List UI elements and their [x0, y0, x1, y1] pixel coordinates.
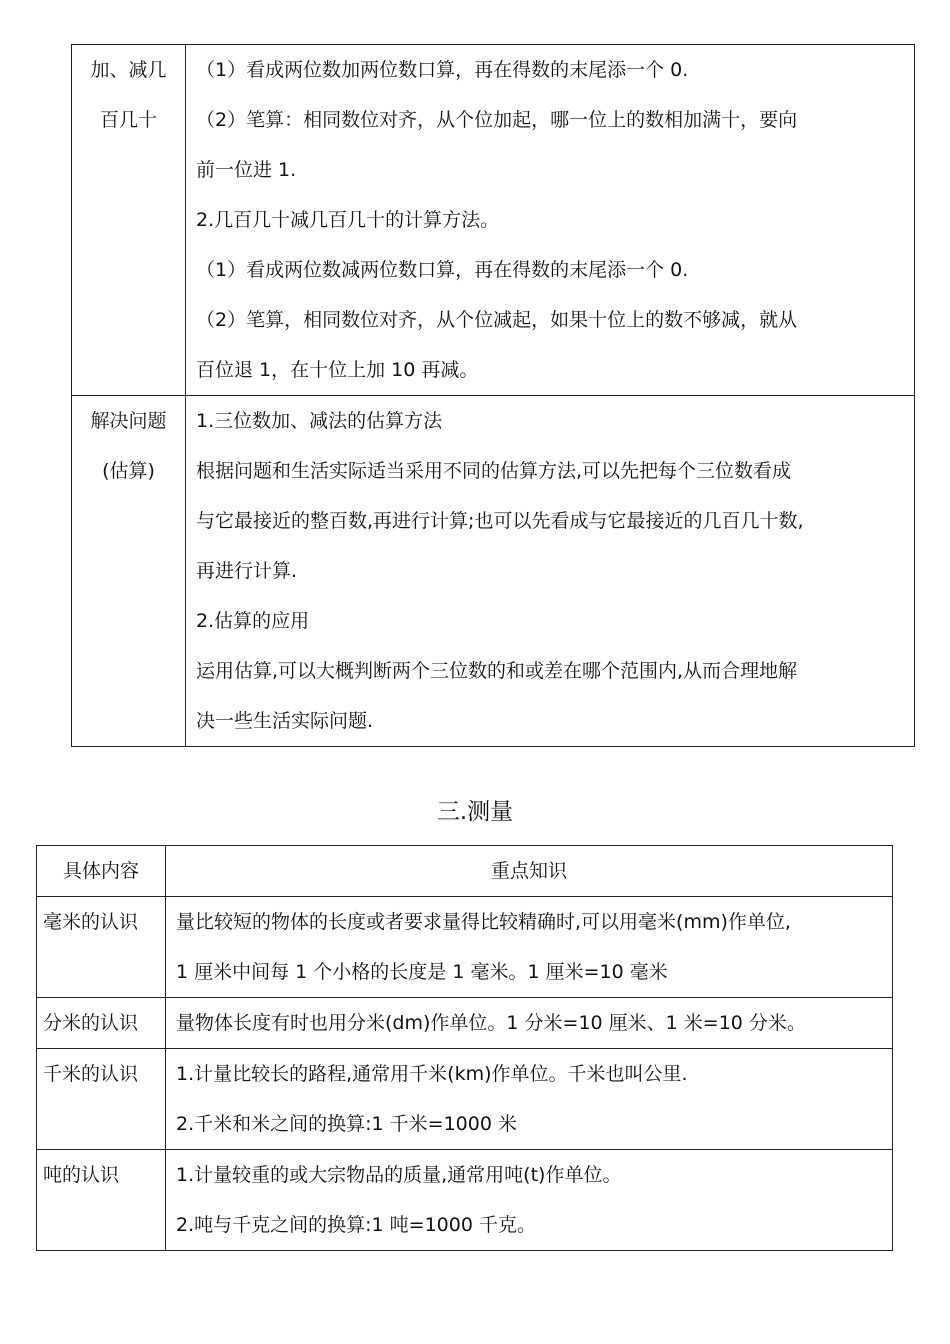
topic-cell: [72, 396, 186, 747]
content-line: 百位退 1，在十位上加 10 再减。: [196, 359, 479, 381]
content-cell: [186, 396, 915, 747]
topic-line: 千米的认识: [43, 1063, 139, 1085]
content-line: 量比较短的物体的长度或者要求量得比较精确时,可以用毫米(mm)作单位,: [176, 911, 791, 933]
header-label: 重点知识: [490, 860, 567, 882]
topic-line: 解决问题: [90, 410, 167, 432]
content-cell: [166, 998, 893, 1049]
content-line: 根据问题和生活实际适当采用不同的估算方法,可以先把每个三位数看成: [196, 460, 792, 482]
topic-line: 吨的认识: [43, 1164, 120, 1186]
measurement-table: [36, 845, 893, 1251]
content-line: 量物体长度有时也用分米(dm)作单位。1 分米=10 厘米、1 米=10 分米。: [176, 1012, 806, 1034]
content-line: 1 厘米中间每 1 个小格的长度是 1 毫米。1 厘米=10 毫米: [176, 961, 668, 983]
content-line: 与它最接近的整百数,再进行计算;也可以先看成与它最接近的几百几十数,: [196, 510, 804, 532]
content-line: 2.估算的应用: [196, 610, 310, 632]
section-title: 三.测量: [436, 799, 514, 825]
content-line: 运用估算,可以大概判断两个三位数的和或差在哪个范围内,从而合理地解: [196, 660, 798, 682]
topic-cell: [37, 998, 166, 1049]
header-label: 具体内容: [62, 860, 139, 882]
content-line: 2.千米和米之间的换算:1 千米=1000 米: [176, 1113, 517, 1135]
topic-cell: [37, 897, 166, 998]
content-cell: [186, 45, 915, 396]
content-line: 决一些生活实际问题.: [196, 710, 374, 732]
content-cell: [166, 897, 893, 998]
topic-line: 加、减几: [90, 59, 167, 81]
content-line: （2）笔算：相同数位对齐，从个位加起，哪一位上的数相加满十，要向: [196, 109, 798, 131]
table-row: [37, 1049, 893, 1150]
topic-cell: [72, 45, 186, 396]
content-line: （1）看成两位数加两位数口算，再在得数的末尾添一个 0.: [196, 59, 689, 81]
table-row: [37, 1150, 893, 1251]
content-line: （1）看成两位数减两位数口算，再在得数的末尾添一个 0.: [196, 259, 689, 281]
content-cell: [166, 1150, 893, 1251]
content-line: 1.三位数加、减法的估算方法: [196, 410, 443, 432]
table-row: [37, 998, 893, 1049]
calculation-table: [71, 44, 915, 747]
table-row: [72, 45, 915, 396]
topic-line: (估算): [102, 460, 155, 482]
content-line: 2.几百几十减几百几十的计算方法。: [196, 209, 500, 231]
content-line: （2）笔算，相同数位对齐，从个位减起，如果十位上的数不够减，就从: [196, 309, 798, 331]
topic-cell: [37, 1150, 166, 1251]
content-line: 再进行计算.: [196, 560, 298, 582]
topic-line: 百几十: [99, 109, 157, 131]
topic-cell: [37, 1049, 166, 1150]
content-line: 1.计量比较长的路程,通常用千米(km)作单位。千米也叫公里.: [176, 1063, 688, 1085]
table-row: [37, 897, 893, 998]
table-row: [72, 396, 915, 747]
content-line: 2.吨与千克之间的换算:1 吨=1000 千克。: [176, 1214, 536, 1236]
header-cell: [166, 846, 893, 897]
topic-line: 分米的认识: [43, 1012, 139, 1034]
content-cell: [166, 1049, 893, 1150]
content-line: 1.计量较重的或大宗物品的质量,通常用吨(t)作单位。: [176, 1164, 622, 1186]
topic-line: 毫米的认识: [43, 911, 139, 933]
content-line: 前一位进 1.: [196, 159, 297, 181]
header-cell: [37, 846, 166, 897]
table-header-row: [37, 846, 893, 897]
